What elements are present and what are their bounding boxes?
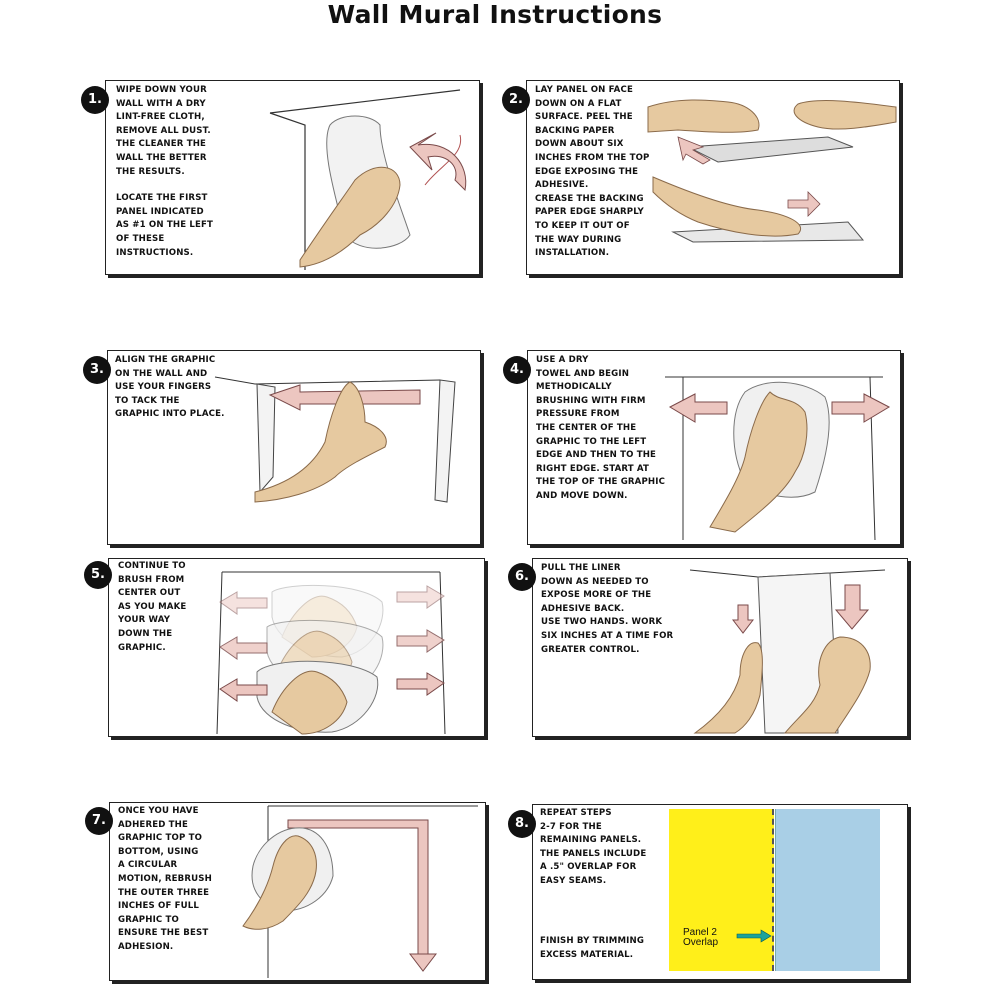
panel-2-swatch xyxy=(775,809,880,971)
step-2-text xyxy=(535,84,670,261)
brush-towel-illustration xyxy=(665,362,895,540)
step-8-text-main: REPEAT STEPS 2-7 FOR THE REMAINING PANELS. THE PANELS INCLUDE A .5" OVERLAP FOR EASY SEAMS. xyxy=(540,808,647,886)
brush-down-illustration xyxy=(212,562,482,734)
step-5-text-main: CONTINUE TO BRUSH FROM CENTER OUT AS YOU MAKE YOUR WAY DOWN THE GRAPHIC. xyxy=(118,561,187,653)
step-1-text xyxy=(116,84,256,260)
step-1-text-secondary: LOCATE THE FIRST PANEL INDICATED AS #1 ON THE LEFT OF THESE INSTRUCTIONS. xyxy=(116,193,214,258)
step-6-text-main: PULL THE LINER DOWN AS NEEDED TO EXPOSE MORE OF THE ADHESIVE BACK. USE TWO HANDS. WORK SIX INCHES AT A TIME FOR GREATER CONTROL. xyxy=(541,563,674,655)
step-3-number: 3. xyxy=(83,356,111,384)
step-5-text xyxy=(118,560,218,655)
wipe-wall-illustration xyxy=(260,85,475,270)
step-4-text-main: USE A DRY TOWEL AND BEGIN METHODICALLY BRUSHING WITH FIRM PRESSURE FROM THE CENTER OF THE GRAPHIC TO THE LEFT EDGE AND THEN TO THE RIGHT EDGE. START AT THE TOP OF THE GRAPHIC AND MOVE DOWN. xyxy=(536,355,666,501)
step-3-text xyxy=(115,354,245,422)
step-1-number: 1. xyxy=(81,86,109,114)
pull-liner-illustration xyxy=(690,565,904,733)
step-4-text xyxy=(536,354,681,504)
step-8-text xyxy=(540,807,670,889)
step-3-text-main: ALIGN THE GRAPHIC ON THE WALL AND USE YOUR FINGERS TO TACK THE GRAPHIC INTO PLACE. xyxy=(115,355,225,420)
page-title: Wall Mural Instructions xyxy=(327,0,663,29)
align-graphic-illustration xyxy=(215,362,475,540)
step-2-text-main: LAY PANEL ON FACE DOWN ON A FLAT SURFACE. PEEL THE BACKING PAPER DOWN ABOUT SIX INCHES FROM THE TOP EDGE EXPOSING THE ADHESIVE. CREASE THE BACKING PAPER EDGE SHARPLY TO KEEP IT OUT OF THE WAY DURING INSTALLATION. xyxy=(535,85,650,259)
step-7-text-main: ONCE YOU HAVE ADHERED THE GRAPHIC TOP TO BOTTOM, USING A CIRCULAR MOTION, REBRUSH THE OUTER THREE INCHES OF FULL GRAPHIC TO ENSURE THE BEST ADHESION. xyxy=(118,806,212,952)
step-6-text xyxy=(541,562,721,657)
step-6-number: 6. xyxy=(508,563,536,591)
step-4-number: 4. xyxy=(503,356,531,384)
step-1-text-main: WIPE DOWN YOUR WALL WITH A DRY LINT-FREE CLOTH, REMOVE ALL DUST. THE CLEANER THE WALL THE BETTER THE RESULTS. xyxy=(116,85,211,177)
step-7-text xyxy=(118,805,238,955)
rebrush-edges-illustration xyxy=(238,806,483,978)
step-8-finish-text xyxy=(540,935,670,962)
panel-2-overlap-label: Panel 2 Overlap xyxy=(683,927,719,948)
step-8-number: 8. xyxy=(508,810,536,838)
peel-backing-illustration xyxy=(648,92,896,270)
step-5-number: 5. xyxy=(84,561,112,589)
step-2-number: 2. xyxy=(502,86,530,114)
step-7-number: 7. xyxy=(85,807,113,835)
step-8-text-secondary: FINISH BY TRIMMING EXCESS MATERIAL. xyxy=(540,936,645,960)
